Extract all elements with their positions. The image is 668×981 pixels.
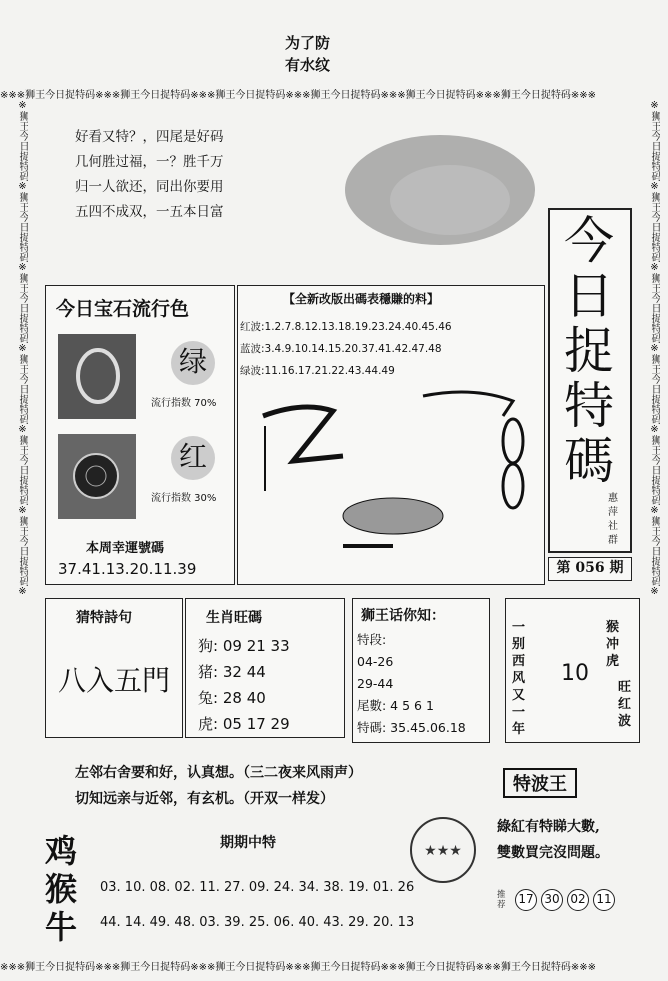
side-poem-right: 旺红波: [618, 680, 632, 729]
zodiac-trio: 鸡猴牛: [45, 832, 78, 946]
zodiac-row: [198, 685, 290, 711]
color-badge-red: 红: [171, 436, 215, 480]
zodiac-animal: 兔:: [198, 689, 219, 707]
zodiac-animal: 猪:: [198, 663, 219, 681]
wave-king-box: [485, 748, 643, 920]
guess-box: [45, 598, 183, 738]
mid-verse: [75, 760, 362, 812]
top-text-line: 为了防: [285, 34, 331, 52]
period-row: 44. 14. 49. 48. 03. 39. 25. 06. 40. 43. 29. 20. 13: [100, 915, 415, 930]
lucky-label: 本周幸運號碼: [86, 541, 165, 556]
lion-tip-line: 29-44: [357, 676, 394, 691]
lion-tips-box: [352, 598, 490, 743]
zodiac-animal: 虎:: [198, 715, 219, 733]
zodiac-animal: 狗:: [198, 637, 219, 655]
side-poem-left: 一别西风又一年: [512, 620, 526, 737]
seal-stamp: [408, 815, 478, 885]
issue-number: 第 056 期: [548, 557, 632, 581]
wave-title: 【全新改版出碼表穩賺的料】: [283, 292, 440, 306]
wave-king-line: 綠紅有特睇大數,: [497, 819, 600, 835]
wave-king-line: 雙數買完沒問題。: [497, 845, 609, 861]
gem-title: 今日宝石流行色: [56, 298, 190, 320]
zodiac-row: [198, 633, 290, 659]
gem-panel: [45, 285, 235, 585]
gem-index: 流行指数 70%: [151, 398, 217, 409]
number-ball: 30: [541, 889, 563, 911]
side-poem-number: 10: [561, 661, 589, 686]
top-text-line: 有水纹: [285, 56, 331, 74]
left-border-strip: ※狮王今日捉特码※狮王今日捉特码※狮王今日捉特码※狮王今日捉特码※狮王今日捉特码※狮王今日捉特码※: [17, 100, 28, 597]
zodiac-nums: 09 21 33: [222, 637, 290, 655]
wave-king-text: [497, 814, 609, 866]
poem-line: 五四不成双，一五本日富: [75, 204, 224, 220]
lion-tip-line: 04-26: [357, 654, 394, 669]
zodiac-row: [198, 659, 290, 685]
gem-ring-image: [58, 434, 136, 519]
period-title: 期期中特: [220, 835, 276, 851]
wave-lines: [240, 316, 452, 382]
number-ball: 11: [593, 889, 615, 911]
lion-tip-line: 特碼: 35.45.06.18: [357, 720, 466, 735]
lucky-numbers: 37.41.13.20.11.39: [58, 560, 197, 578]
title-panel: [548, 208, 632, 553]
zodiac-nums: 05 17 29: [222, 715, 290, 733]
mid-verse-line: 左邻右舍要和好，认真想。（三二夜来风雨声）: [75, 765, 362, 781]
number-ball: 17: [515, 889, 537, 911]
wave-line: 红波:1.2.7.8.12.13.18.19.23.24.40.45.46: [240, 321, 452, 333]
page-title: 今日捉特碼: [564, 212, 614, 490]
mid-verse-line: 切知远亲与近邻，有玄机。（开双一样发）: [75, 791, 334, 807]
zodiac-nums: 32 44: [222, 663, 266, 681]
svg-text:★★★: ★★★: [424, 843, 462, 859]
zodiac-box: [185, 598, 345, 738]
puzzle-drawing: [243, 386, 538, 576]
lion-illustration: [330, 120, 550, 250]
poem-line: 好看又特？，四尾是好码: [75, 129, 224, 145]
gem-index: 流行指数 30%: [151, 493, 217, 504]
period-row: 03. 10. 08. 02. 11. 27. 09. 24. 34. 38. 19. 01. 26: [100, 880, 415, 895]
bottom-border-strip: ※※※狮王今日捉特码※※※狮王今日捉特码※※※狮王今日捉特码※※※狮王今日捉特码※※※狮王今日捉特码※※※狮王今日捉特码※※※: [0, 962, 596, 973]
right-border-strip: ※狮王今日捉特码※狮王今日捉特码※狮王今日捉特码※狮王今日捉特码※狮王今日捉特码※狮王今日捉特码※: [649, 100, 660, 597]
number-ball: 02: [567, 889, 589, 911]
zodiac-row: [198, 711, 290, 737]
poem-line: 归一人欲还，同出你要用: [75, 179, 224, 195]
zodiac-list: [198, 633, 290, 737]
wave-panel: [237, 285, 545, 585]
wave-line: 蓝波:3.4.9.10.14.15.20.37.41.42.47.48: [240, 343, 442, 355]
color-badge-green: 绿: [171, 341, 215, 385]
guess-text: 八入五門: [58, 664, 171, 697]
lion-tip-line: 特段:: [357, 632, 387, 647]
lion-tip-line: 尾數: 4 5 6 1: [357, 698, 434, 713]
balls-label: 推荐: [497, 890, 506, 910]
top-border-strip: ※※※狮王今日捉特码※※※狮王今日捉特码※※※狮王今日捉特码※※※狮王今日捉特码※※※狮王今日捉特码※※※狮王今日捉特码※※※: [0, 90, 596, 101]
top-text: [285, 32, 330, 76]
wave-king-title: 特波王: [503, 768, 577, 798]
zodiac-nums: 28 40: [222, 689, 266, 707]
balls-row: [515, 888, 619, 911]
lion-tips-list: [357, 629, 466, 739]
gem-ring-image: [58, 334, 136, 419]
guess-title: 猜特詩句: [76, 610, 132, 626]
side-poem-right: 猴冲虎: [606, 620, 620, 669]
intro-poem: [75, 125, 224, 225]
wave-line: 绿波:11.16.17.21.22.43.44.49: [240, 365, 395, 377]
lion-tips-title: 狮王话你知：: [361, 608, 445, 624]
zodiac-title: 生肖旺碼: [206, 610, 262, 626]
poem-line: 几何胜过福，一？胜千万: [75, 154, 224, 170]
side-poem-box: [505, 598, 640, 743]
title-subtitle: 惠萍社群: [608, 493, 618, 546]
